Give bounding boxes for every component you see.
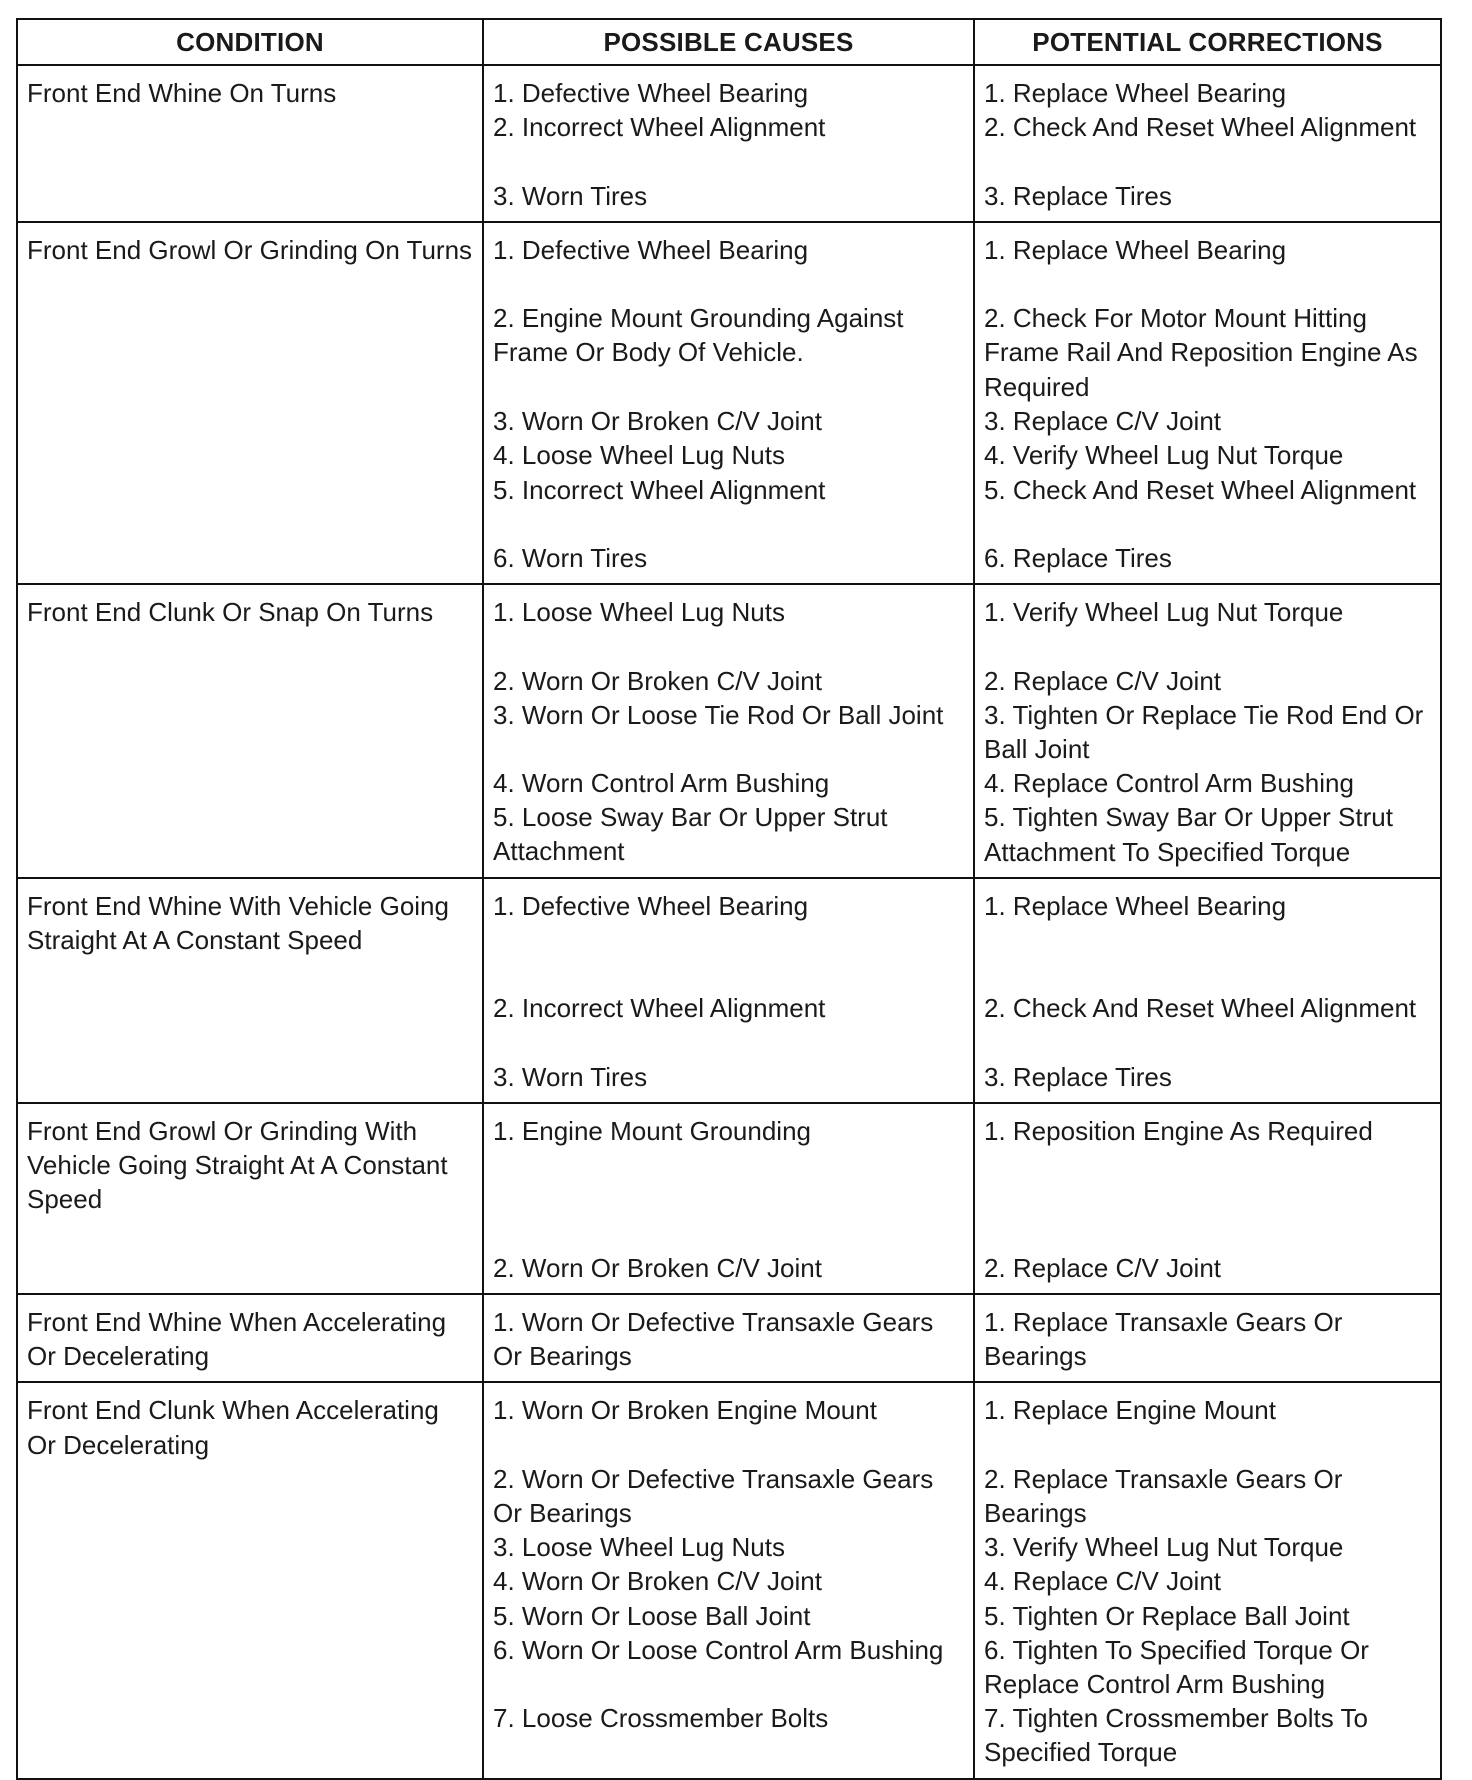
cause-item: 2. Worn Or Broken C/V Joint [493,665,822,696]
line-spacer [493,923,965,957]
potential-corrections-cell [974,222,1441,584]
table-row [17,65,1441,222]
corrections-list [984,1305,1432,1373]
cause-item: 4. Loose Wheel Lug Nuts [493,440,785,471]
correction-item: 4. Replace C/V Joint [984,1566,1222,1597]
condition-cell: Front End Whine When Accelerating Or Decelerating [17,1294,483,1382]
correction-item: 2. Check For Motor Mount Hitting Frame Rail And Reposition Engine As Required [984,303,1418,402]
correction-item: 4. Verify Wheel Lug Nut Torque [984,440,1344,471]
causes-list [493,233,965,575]
line-spacer [984,629,1432,663]
line-spacer [493,1428,965,1462]
possible-causes-cell [483,65,974,222]
line-spacer [984,507,1432,541]
table-body [17,65,1441,1779]
line-spacer [984,1148,1432,1182]
cause-item: 2. Engine Mount Grounding Against Frame Or Body Of Vehicle. [493,303,904,368]
line-spacer [493,1148,965,1182]
possible-causes-cell [483,222,974,584]
line-spacer [984,144,1432,178]
cause-item: 2. Incorrect Wheel Alignment [493,112,826,143]
correction-item: 1. Replace Wheel Bearing [984,78,1287,108]
table-row [17,1294,1441,1382]
cause-item: 2. Worn Or Broken C/V Joint [493,1252,822,1283]
cause-item: 1. Defective Wheel Bearing [493,78,809,108]
cause-item: 3. Worn Tires [493,180,648,211]
line-spacer [984,1217,1432,1251]
possible-causes-cell [483,1294,974,1382]
cause-item: 1. Engine Mount Grounding [493,1115,811,1146]
line-spacer [984,923,1432,957]
correction-item: 4. Replace Control Arm Bushing [984,768,1354,799]
cause-item: 3. Worn Tires [493,1061,648,1092]
causes-list [493,889,965,1094]
potential-corrections-cell [974,878,1441,1103]
diagnosis-table [16,18,1442,1780]
line-spacer [984,1182,1432,1216]
potential-corrections-cell [974,1103,1441,1294]
correction-item: 6. Tighten To Specified Torque Or Replace Control Arm Bushing [984,1634,1369,1699]
correction-item: 1. Replace Engine Mount [984,1395,1276,1426]
corrections-list [984,889,1432,1094]
correction-item: 3. Tighten Or Replace Tie Rod End Or Ball Joint [984,699,1424,764]
line-spacer [493,507,965,541]
cause-item: 7. Loose Crossmember Bolts [493,1702,829,1733]
correction-item: 5. Tighten Sway Bar Or Upper Strut Attachment To Specified Torque [984,802,1393,867]
line-spacer [984,267,1432,301]
cause-item: 3. Worn Or Loose Tie Rod Or Ball Joint [493,699,944,730]
line-spacer [984,1026,1432,1060]
correction-item: 1. Replace Wheel Bearing [984,234,1287,265]
correction-item: 5. Check And Reset Wheel Alignment [984,474,1417,505]
cause-item: 1. Worn Or Broken Engine Mount [493,1395,877,1426]
corrections-list [984,76,1432,213]
cause-item: 5. Loose Sway Bar Or Upper Strut Attachment [493,801,888,867]
correction-item: 1. Reposition Engine As Required [984,1115,1373,1146]
cause-item: 1. Defective Wheel Bearing [493,234,809,265]
causes-list [493,1114,965,1285]
correction-item: 2. Replace C/V Joint [984,665,1222,696]
condition-cell: Front End Clunk When Accelerating Or Decelerating [17,1382,483,1778]
line-spacer [493,957,965,991]
causes-list [493,1305,965,1373]
cause-item: 6. Worn Or Loose Control Arm Bushing [493,1634,944,1665]
correction-item: 3. Replace Tires [984,1061,1172,1092]
condition-cell: Front End Clunk Or Snap On Turns [17,584,483,878]
table-row [17,878,1441,1103]
condition-cell: Front End Whine With Vehicle Going Straight At A Constant Speed [17,878,483,1103]
correction-item: 3. Replace C/V Joint [984,406,1222,437]
correction-item: 6. Replace Tires [984,542,1172,573]
correction-item: 1. Replace Wheel Bearing [984,890,1287,921]
correction-item: 7. Tighten Crossmember Bolts To Specified Torque [984,1703,1368,1768]
header-possible-causes: POSSIBLE CAUSES [483,19,974,65]
causes-list [493,1393,965,1768]
cause-item: 6. Worn Tires [493,542,648,573]
cause-item: 1. Loose Wheel Lug Nuts [493,597,785,628]
corrections-list [984,595,1432,869]
potential-corrections-cell [974,1382,1441,1778]
potential-corrections-cell [974,1294,1441,1382]
cause-item: 1. Defective Wheel Bearing [493,890,809,921]
correction-item: 2. Check And Reset Wheel Alignment [984,993,1417,1024]
cause-item: 2. Worn Or Defective Transaxle Gears Or Bearings [493,1463,934,1528]
line-spacer [493,1217,965,1251]
cause-item: 4. Worn Control Arm Bushing [493,767,830,798]
condition-cell: Front End Growl Or Grinding With Vehicle Going Straight At A Constant Speed [17,1103,483,1294]
possible-causes-cell [483,1382,974,1778]
line-spacer [493,1026,965,1060]
line-spacer [984,1428,1432,1462]
table-row [17,1103,1441,1294]
correction-item: 1. Verify Wheel Lug Nut Torque [984,597,1344,628]
corrections-list [984,1393,1432,1769]
table-row [17,222,1441,584]
condition-cell: Front End Whine On Turns [17,65,483,222]
corrections-list [984,1114,1432,1285]
cause-item: 5. Incorrect Wheel Alignment [493,474,826,505]
correction-item: 1. Replace Transaxle Gears Or Bearings [984,1306,1343,1372]
table-header-row [17,19,1441,65]
cause-item: 3. Worn Or Broken C/V Joint [493,406,822,437]
cause-item: 4. Worn Or Broken C/V Joint [493,1566,822,1597]
potential-corrections-cell [974,584,1441,878]
line-spacer [493,1182,965,1216]
condition-cell: Front End Growl Or Grinding On Turns [17,222,483,584]
possible-causes-cell [483,1103,974,1294]
cause-item: 3. Loose Wheel Lug Nuts [493,1532,785,1563]
corrections-list [984,233,1432,575]
line-spacer [493,267,965,301]
correction-item: 3. Verify Wheel Lug Nut Torque [984,1532,1344,1563]
causes-list [493,595,965,868]
cause-item: 1. Worn Or Defective Transaxle Gears Or Bearings [493,1306,934,1372]
correction-item: 2. Check And Reset Wheel Alignment [984,112,1417,143]
causes-list [493,76,965,213]
correction-item: 2. Replace Transaxle Gears Or Bearings [984,1463,1343,1528]
possible-causes-cell [483,878,974,1103]
table-row [17,1382,1441,1778]
correction-item: 2. Replace C/V Joint [984,1252,1222,1283]
correction-item: 3. Replace Tires [984,180,1172,211]
header-potential-corrections: POTENTIAL CORRECTIONS [974,19,1441,65]
line-spacer [493,629,965,663]
table-row [17,584,1441,878]
correction-item: 5. Tighten Or Replace Ball Joint [984,1600,1350,1631]
cause-item: 2. Incorrect Wheel Alignment [493,993,826,1024]
line-spacer [984,957,1432,991]
possible-causes-cell [483,584,974,878]
line-spacer [493,144,965,178]
potential-corrections-cell [974,65,1441,222]
cause-item: 5. Worn Or Loose Ball Joint [493,1600,811,1631]
header-condition: CONDITION [17,19,483,65]
